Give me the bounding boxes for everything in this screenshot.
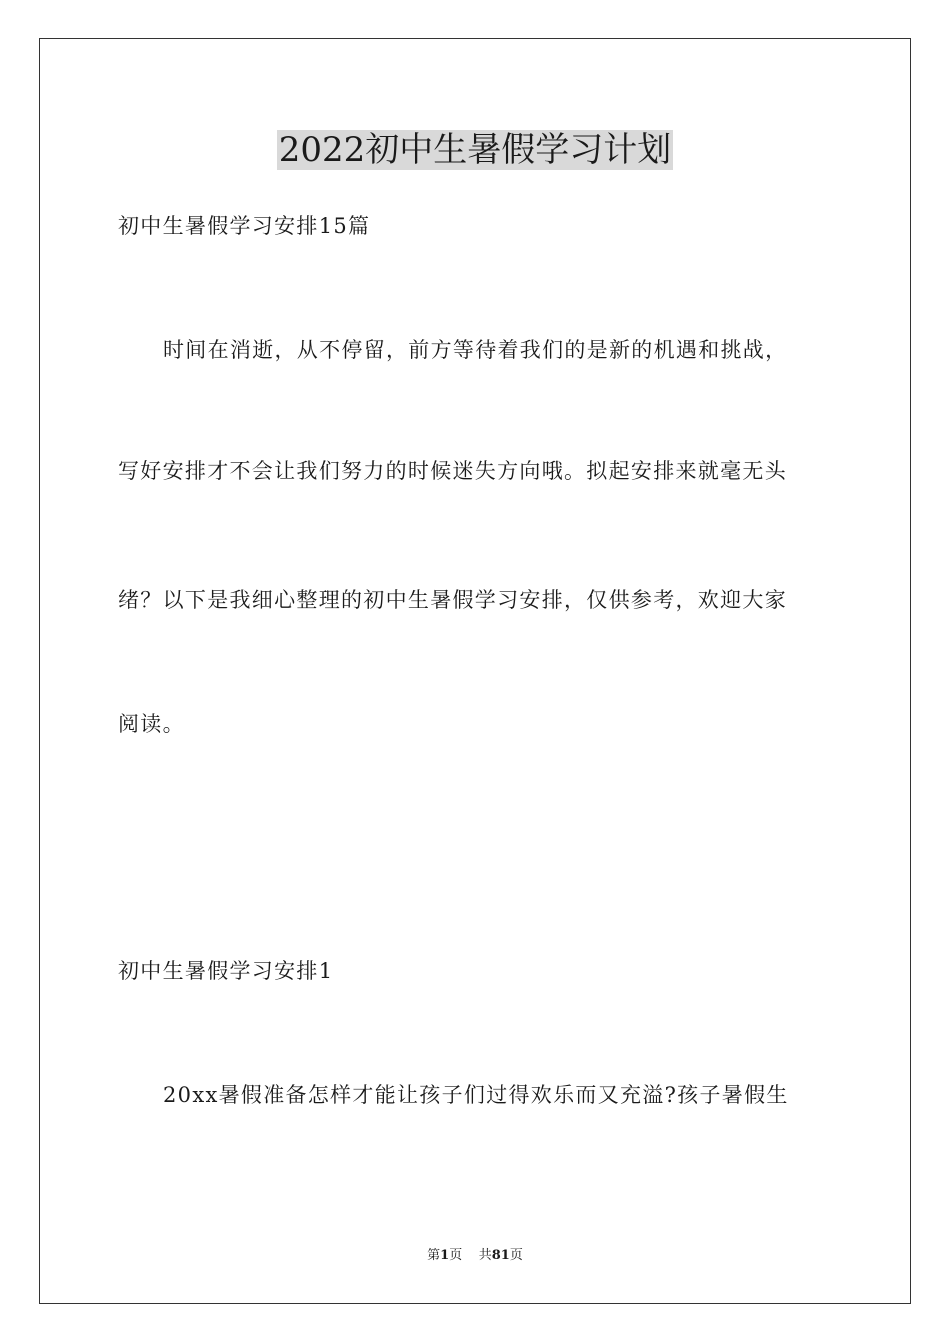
section-paragraph-line-1: 20xx暑假准备怎样才能让孩子们过得欢乐而又充溢?孩子暑假生	[163, 1083, 789, 1107]
intro-paragraph-line-3: 绪？以下是我细心整理的初中生暑假学习安排，仅供参考，欢迎大家	[118, 588, 787, 612]
footer-page-prefix: 第	[427, 1248, 441, 1263]
footer-page-suffix: 页	[449, 1248, 463, 1263]
document-title-text: 2022初中生暑假学习计划	[278, 130, 672, 170]
footer-total-prefix: 共	[478, 1248, 492, 1263]
intro-paragraph-line-4: 阅读。	[118, 712, 185, 736]
section-heading: 初中生暑假学习安排1	[118, 959, 334, 983]
page-footer	[0, 1247, 950, 1265]
document-subtitle: 初中生暑假学习安排15篇	[118, 214, 371, 238]
footer-page-number: 1	[440, 1248, 450, 1263]
intro-paragraph-line-2: 写好安排才不会让我们努力的时候迷失方向哦。拟起安排来就毫无头	[118, 459, 787, 483]
footer-total-pages: 81	[491, 1248, 510, 1263]
document-title	[0, 128, 950, 172]
intro-paragraph-line-1: 时间在消逝，从不停留，前方等待着我们的是新的机遇和挑战，	[163, 338, 788, 362]
footer-total-suffix: 页	[509, 1248, 523, 1263]
